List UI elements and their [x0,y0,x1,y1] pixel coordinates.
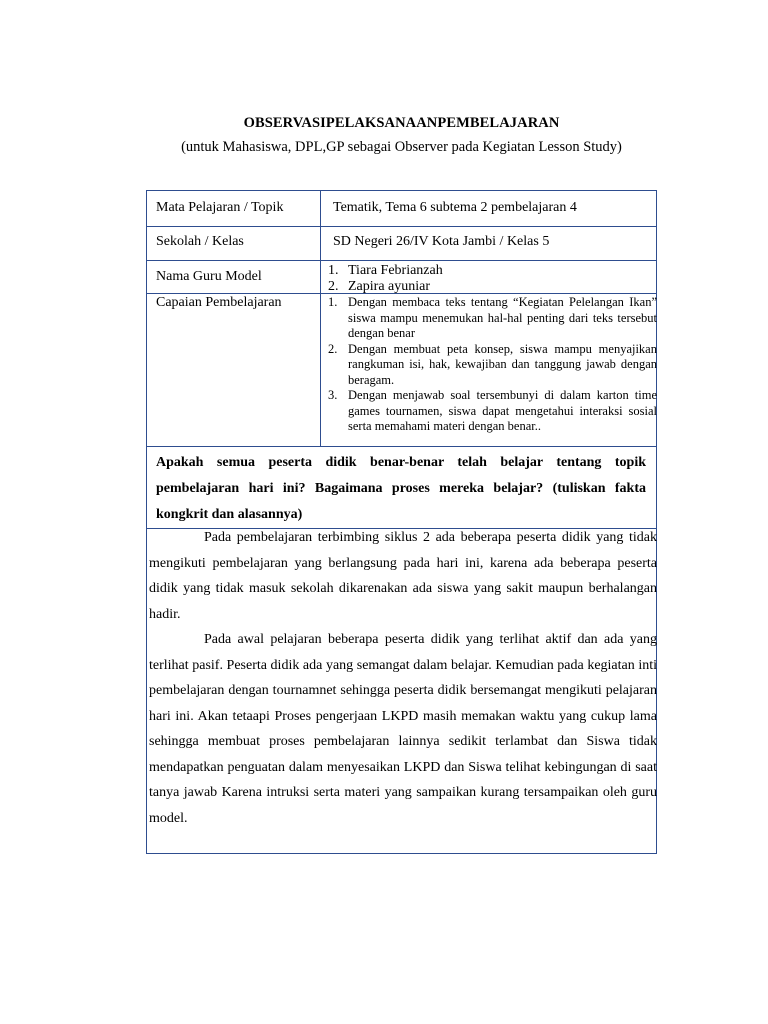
label-mata-pelajaran: Mata Pelajaran / Topik [156,200,284,215]
guru-model-name: Tiara Febrianzah [348,263,443,278]
list-number: 2. [328,341,338,356]
column-divider [320,191,321,447]
guru-model-list [328,263,657,295]
value-mata-pelajaran: Tematik, Tema 6 subtema 2 pembelajaran 4 [333,200,577,215]
observation-table [146,190,657,854]
row-divider [147,446,656,447]
capaian-text: Dengan membaca teks tentang “Kegiatan Pelelangan Ikan” siswa mampu menemukan hal-hal penting dari teks tersebut dengan benar [348,295,657,340]
list-item [328,279,657,295]
answer-paragraph: Pada pembelajaran terbimbing siklus 2 ada beberapa peserta didik yang tidak mengikuti pembelajaran yang berlangsung pada hari ini, karena ada beberapa peserta didik yang tidak masuk sekolah dikarenakan ada siswa yang sakit maupun berhalangan hadir. [149,530,657,622]
label-sekolah-kelas: Sekolah / Kelas [156,234,244,249]
list-number: 1. [328,295,338,309]
observation-question: Apakah semua peserta didik benar-benar telah belajar tentang topik pembelajaran hari ini? Bagaimana proses mereka belajar? (tuliskan fakta kongkrit dan alasannya) [156,455,646,522]
label-capaian-pembelajaran: Capaian Pembelajaran [156,295,282,310]
list-number: 3. [328,388,338,402]
page-subtitle: (untuk Mahasiswa, DPL,GP sebagai Observer pada Kegiatan Lesson Study) [181,139,622,155]
list-number: 1. [328,263,339,278]
label-nama-guru-model: Nama Guru Model [156,269,262,284]
list-item [328,295,657,342]
row-divider [147,260,656,261]
capaian-text: Dengan membuat peta konsep, siswa mampu menyajikan rangkuman isi, hak, kewajiban dan tanggung jawab dengan beragam. [348,341,657,387]
guru-model-name: Zapira ayuniar [348,279,431,294]
answer-paragraph: Pada awal pelajaran beberapa peserta didik yang terlihat aktif dan ada yang terlihat pasif. Peserta didik ada yang semangat dalam belajar. Kemudian pada kegiatan inti pembelajaran dengan tournamnet sehingga peserta didik bersemangat mengikuti pelajaran hari ini. Akan tetaapi Proses pengerjaan LKPD masih memakan waktu yang cukup lama sehingga membuat proses pembelajaran lainnya sedikit terlambat dan Siswa tidak mendapatkan penguatan dalam menyesaikan LKPD dan Siswa telihat kebingungan di saat tanya jawab Karena intruksi serta materi yang sampaikan kurang tersampaikan oleh guru model. [149,632,657,826]
list-item [328,263,657,279]
list-item [328,342,657,389]
capaian-list [328,295,657,435]
capaian-text: Dengan menjawab soal tersembunyi di dalam karton time games tournamen, siswa dapat mengetahui interaksi sosial serta memahami materi dengan benar.. [348,388,657,433]
observation-answer [149,525,657,831]
list-number: 2. [328,279,339,294]
row-divider [147,226,656,227]
page-title: OBSERVASIPELAKSANAANPEMBELAJARAN [243,115,560,131]
value-sekolah-kelas: SD Negeri 26/IV Kota Jambi / Kelas 5 [333,234,550,249]
list-item [328,388,657,435]
